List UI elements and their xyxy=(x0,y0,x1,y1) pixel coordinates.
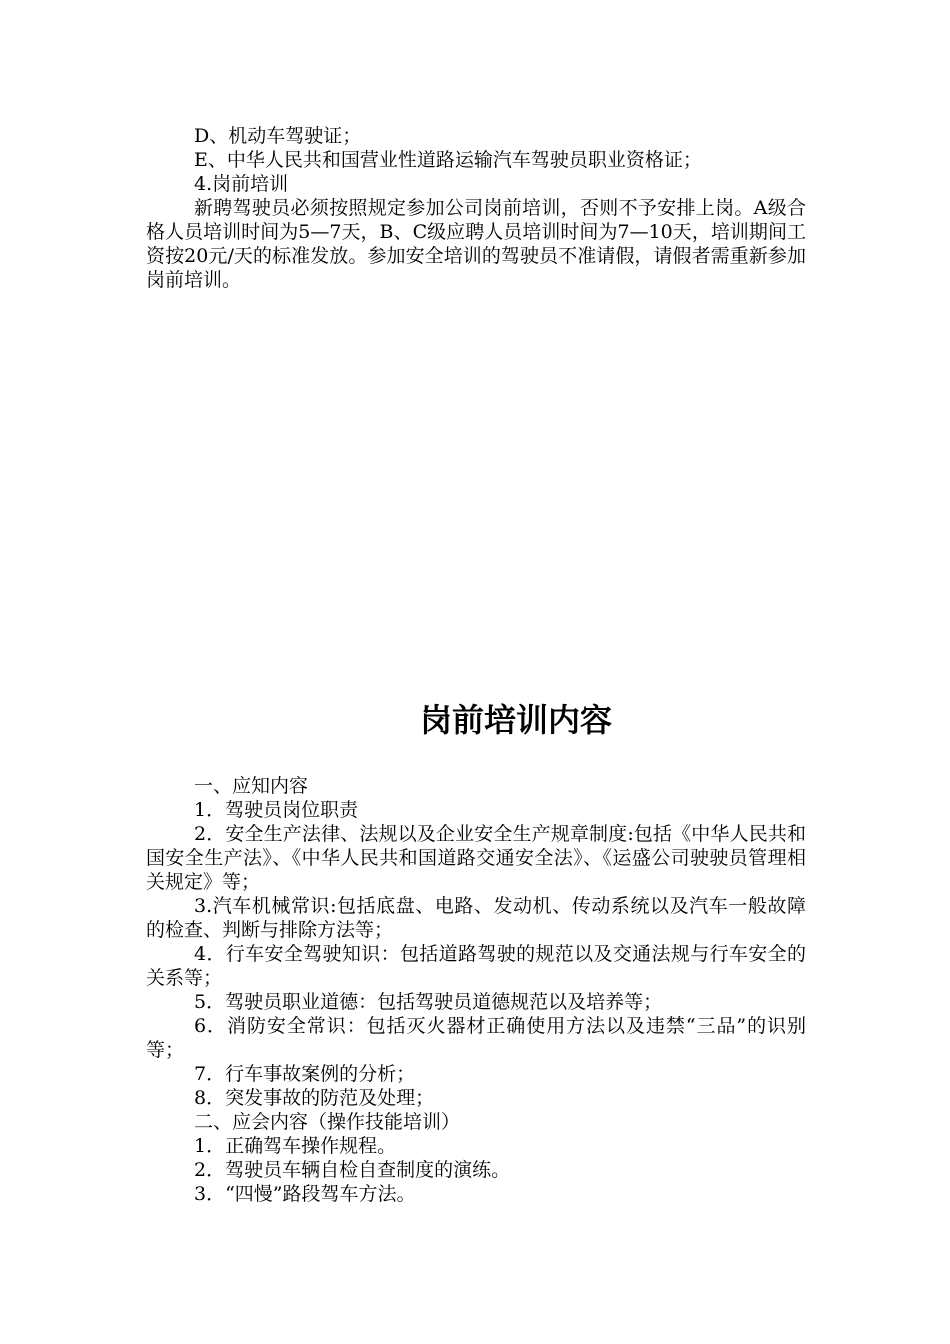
page-title: 岗前培训内容 xyxy=(419,701,612,739)
list-item: 8．突发事故的防范及处理； xyxy=(194,1087,435,1109)
heading-required-skills: 二、应会内容（操作技能培训） xyxy=(194,1111,461,1133)
paragraph-qualification-certificate: E、中华人民共和国营业性道路运输汽车驾驶员职业资格证； xyxy=(194,149,702,171)
heading-required-knowledge: 一、应知内容 xyxy=(194,775,309,797)
list-item: 5．驾驶员职业道德：包括驾驶员道德规范以及培养等； xyxy=(194,991,663,1013)
list-item: 3.汽车机械常识:包括底盘、电路、发动机、传动系统以及汽车一般故障的检查、判断与排除方法等； xyxy=(146,895,806,941)
list-item: 1．正确驾车操作规程。 xyxy=(194,1135,397,1157)
paragraph-driving-license: D、机动车驾驶证； xyxy=(194,125,362,147)
list-item: 7．行车事故案例的分析； xyxy=(194,1063,416,1085)
qualification-and-training-section xyxy=(146,124,806,292)
list-item: 4．行车安全驾驶知识：包括道路驾驶的规范以及交通法规与行车安全的关系等； xyxy=(146,943,806,989)
list-item: 3．“四慢”路段驾车方法。 xyxy=(194,1183,416,1205)
list-item: 2．安全生产法律、法规以及企业安全生产规章制度:包括《中华人民共和国安全生产法》、《中华人民共和国道路交通安全法》、《运盛公司驶驶员管理相关规定》等； xyxy=(146,823,806,893)
training-content-section xyxy=(146,774,806,1206)
list-item: 6．消防安全常识：包括灭火器材正确使用方法以及违禁“三品”的识别等； xyxy=(146,1015,806,1061)
list-item: 2．驾驶员车辆自检自查制度的演练。 xyxy=(194,1159,511,1181)
paragraph-pre-job-training-rules: 新聘驾驶员必须按照规定参加公司岗前培训，否则不予安排上岗。A级合格人员培训时间为5—7天，B、C级应聘人员培训时间为7—10天，培训期间工资按20元/天的标准发放。参加安全培训的驾驶员不准请假，请假者需重新参加岗前培训。 xyxy=(146,197,806,291)
list-item: 1．驾驶员岗位职责 xyxy=(194,799,359,821)
paragraph-pre-job-training-heading: 4.岗前培训 xyxy=(194,173,289,195)
